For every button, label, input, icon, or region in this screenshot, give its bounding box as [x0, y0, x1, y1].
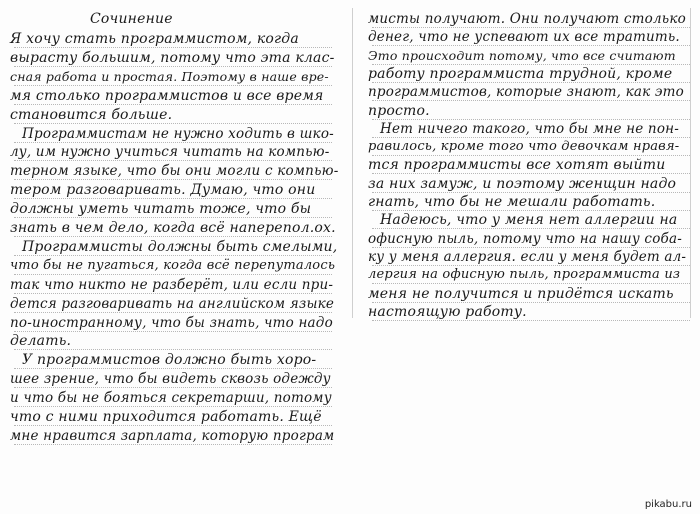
text-line: Программисты должны быть смелыми, — [22, 238, 338, 255]
ruled-line — [14, 179, 332, 180]
ruled-line — [14, 217, 332, 218]
text-line: терном языке, что бы они могли с компью- — [10, 163, 339, 180]
ruled-line — [14, 123, 332, 124]
ruled-line — [14, 236, 332, 237]
text-line: денег, что не успевают их все тратить. — [368, 29, 680, 46]
text-line: настоящую работу. — [368, 303, 527, 320]
text-line: Надеюсь, что у меня нет аллергии на — [380, 212, 678, 229]
text-line: мя столько программистов и все время — [10, 87, 324, 104]
text-line: тером разговаривать. Думаю, что они — [10, 182, 316, 199]
text-line: Это происходит потому, что все считают — [368, 47, 676, 63]
text-line: гнать, что бы не мешали работать. — [368, 194, 656, 210]
text-line: по-иностранному, что бы знать, что надо — [10, 314, 333, 331]
ruled-line — [14, 85, 332, 86]
text-line: так что никто не разберёт, или если при- — [10, 276, 334, 293]
ruled-line — [14, 425, 332, 426]
text-line: за них замуж, и поэтому женщин надо — [368, 175, 677, 192]
ruled-line — [14, 255, 332, 256]
text-line: тся программисты все хотят выйти — [368, 157, 666, 174]
text-line: и что бы не бояться секретарши, потому — [10, 390, 332, 407]
text-line: меня не получится и придётся искать — [368, 285, 674, 302]
ruled-line — [14, 368, 332, 369]
ruled-line — [14, 444, 332, 445]
text-line: Я хочу стать программистом, когда — [10, 31, 299, 47]
page-fold — [352, 8, 353, 318]
ruled-line — [14, 331, 332, 332]
text-line: офисную пыль, потому что на нашу соба- — [368, 230, 682, 247]
text-line: У программистов должно быть хоро- — [22, 352, 317, 369]
right-page-edge — [690, 8, 691, 318]
text-line: Нет ничего такого, что бы мне не пон- — [380, 120, 680, 137]
ruled-line — [14, 387, 332, 388]
text-line: мне нравится зарплата, которую програм — [10, 427, 335, 444]
text-line: лу, им нужно учиться читать на компью- — [10, 144, 330, 161]
text-line: работу программиста трудной, кроме — [368, 65, 673, 82]
text-line: просто. — [368, 102, 430, 119]
text-line: становится больше. — [10, 106, 173, 123]
ruled-line — [14, 198, 332, 199]
text-line: что с ними приходится работать. Ещё — [10, 409, 322, 425]
text-line: равилось, кроме того что девочкам нравя- — [368, 139, 680, 155]
text-line: программистов, которые знают, как это — [368, 84, 684, 101]
text-line: знать в чем дело, когда всё наперепол.ох. — [10, 220, 336, 236]
ruled-line — [14, 293, 332, 294]
ruled-line — [14, 312, 332, 313]
ruled-line — [14, 160, 332, 161]
ruled-line — [372, 320, 690, 321]
text-line: что бы не пугаться, когда всё перепуталось — [10, 257, 336, 273]
ruled-line — [14, 274, 332, 275]
text-line: ку у меня аллергия. если у меня будет ал- — [368, 248, 687, 265]
text-line: сная работа и простая. Поэтому в наше вре- — [10, 68, 329, 84]
essay-title: Сочинение — [90, 11, 173, 27]
text-line: мисты получают. Они получают столько — [368, 11, 686, 27]
text-line: вырасту большим, потому что эта клас- — [10, 49, 335, 66]
ruled-line — [14, 66, 332, 67]
ruled-line — [14, 349, 332, 350]
text-line: шее зрение, что бы видеть сквозь одежду — [10, 371, 331, 388]
ruled-line — [14, 104, 332, 105]
text-line: лергия на офисную пыль, программиста из — [368, 267, 681, 283]
text-line: должны уметь читать тоже, что бы — [10, 201, 312, 218]
ruled-line — [14, 47, 332, 48]
text-line: Программистам не нужно ходить в шко- — [22, 125, 334, 142]
text-line: дется разговаривать на английском языке — [10, 295, 335, 312]
watermark: pikabu.ru — [644, 499, 692, 510]
ruled-line — [14, 142, 332, 143]
text-line: делать. — [10, 333, 72, 350]
ruled-line — [14, 406, 332, 407]
